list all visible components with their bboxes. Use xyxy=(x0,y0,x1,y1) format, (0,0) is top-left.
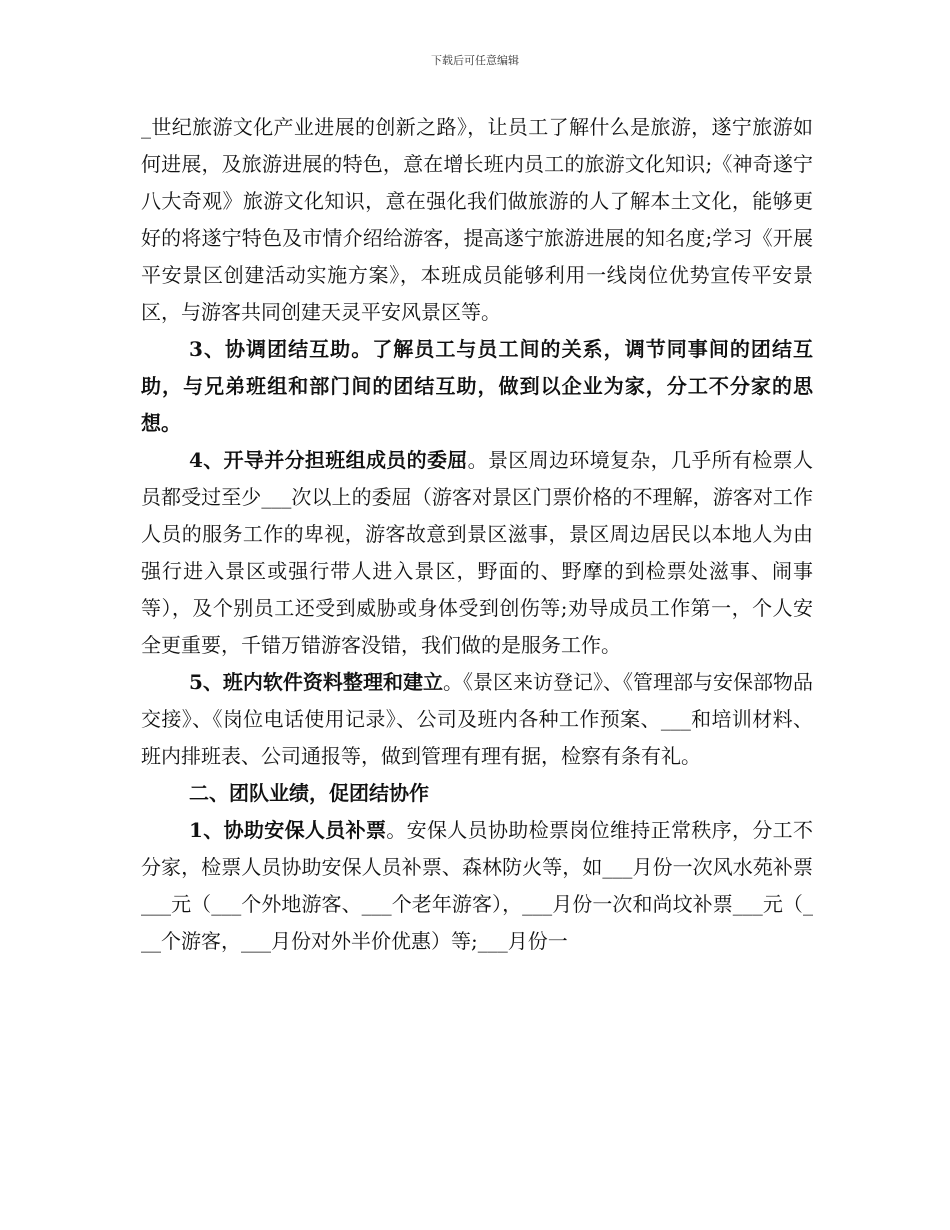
paragraph-grievance-support xyxy=(141,442,813,664)
page-header: 下载后可任意编辑 xyxy=(431,54,519,67)
paragraph-text: 。《景区来访登记》、《管理部与安保部物品交接》、《岗位电话使用记录》、公司及班内各种工作预案、___和培训材料、班内排班表、公司通报等，做到管理有理有据，检察有条有礼。 xyxy=(141,670,813,768)
paragraph-text: _世纪旅游文化产业进展的创新之路》，让员工了解什么是旅游，遂宁旅游如何进展，及旅游进展的特色，意在增长班内员工的旅游文化知识;《神奇遂宁八大奇观》旅游文化知识，意在强化我们做旅游的人了解本土文化，能够更好的将遂宁特色及市情介绍给游客，提高遂宁旅游进展的知名度;学习《开展平安景区创建活动实施方案》，本班成员能够利用一线岗位优势宣传平安景区，与游客共同创建天灵平安风景区等。 xyxy=(141,115,813,324)
document-body xyxy=(141,109,813,960)
section-heading-team-performance xyxy=(141,775,813,812)
paragraph-heading: 3、协调团结互助。了解员工与员工间的关系，调节同事间的团结互助，与兄弟班组和部门间的团结互助，做到以企业为家，分工不分家的思想。 xyxy=(141,337,813,435)
paragraph-continuation xyxy=(141,109,813,331)
paragraph-heading: 1、协助安保人员补票 xyxy=(189,818,387,842)
paragraph-heading: 5、班内软件资料整理和建立 xyxy=(189,670,443,694)
paragraph-heading: 4、开导并分担班组成员的委屈 xyxy=(189,448,468,472)
paragraph-records-management xyxy=(141,664,813,775)
paragraph-text: 。景区周边环境复杂，几乎所有检票人员都受过至少___次以上的委屈（游客对景区门票价格的不理解，游客对工作人员的服务工作的卑视，游客故意到景区滋事，景区周边居民以本地人为由强行进入景区或强行带人进入景区，野面的、野摩的到检票处滋事、闹事等），及个别员工还受到威胁或身体受到创伤等;劝导成员工作第一，个人安全更重要，千错万错游客没错，我们做的是服务工作。 xyxy=(141,448,813,657)
paragraph-text: 。安保人员协助检票岗位维持正常秩序，分工不分家，检票人员协助安保人员补票、森林防火等，如___月份一次风水苑补票___元（___个外地游客、___个老年游客），___月份一次和尚坟补票___元（___个游客，___月份对外半价优惠）等;___月份一 xyxy=(141,818,813,953)
paragraph-ticket-assist xyxy=(141,812,813,960)
section-heading: 二、团队业绩，促团结协作 xyxy=(189,781,429,805)
paragraph-coordinate-unity xyxy=(141,331,813,442)
